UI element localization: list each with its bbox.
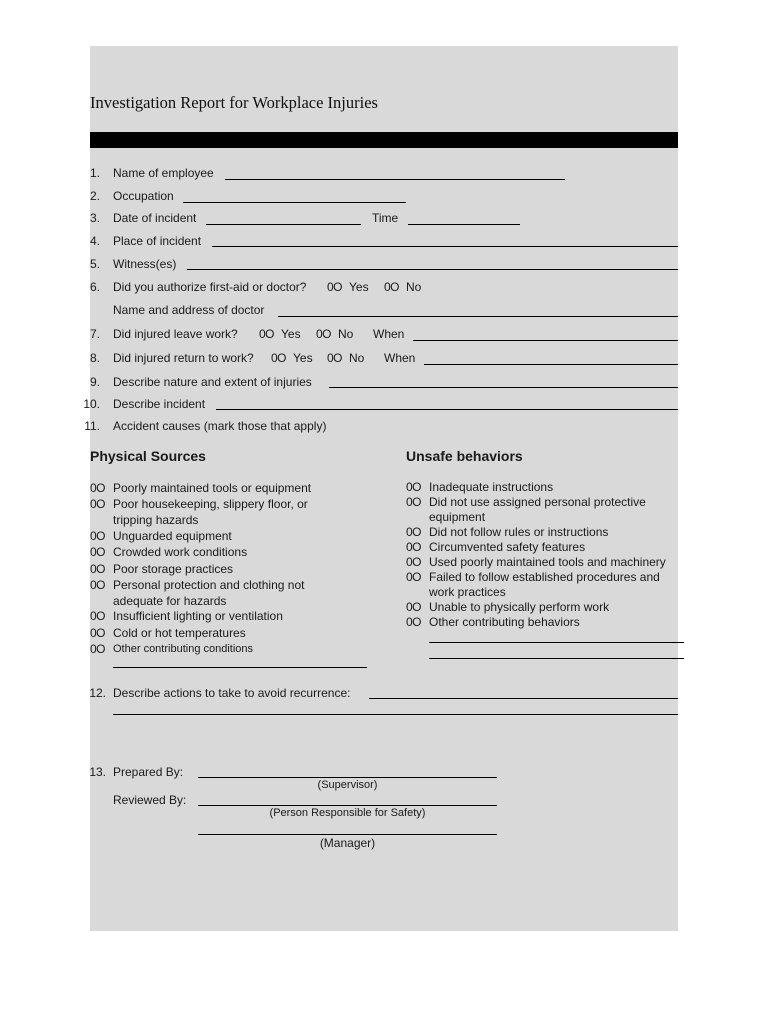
q8-when-label: When: [384, 351, 416, 365]
q7-yes-checkbox[interactable]: 0O: [259, 327, 275, 341]
unsafe-checkbox[interactable]: 0O: [406, 480, 422, 494]
employee-name-field[interactable]: [225, 179, 565, 180]
q3-time-label: Time: [372, 211, 399, 225]
other-conditions-field[interactable]: [113, 667, 367, 668]
q4-number: 4.: [89, 234, 100, 248]
unsafe-item: Unable to physically perform work: [429, 600, 610, 614]
manager-caption: (Manager): [319, 836, 376, 850]
q7-yes-label: Yes: [281, 327, 301, 341]
q8-no-checkbox[interactable]: 0O: [327, 351, 343, 365]
unsafe-checkbox[interactable]: 0O: [406, 495, 422, 509]
physical-item: Crowded work conditions: [113, 545, 248, 559]
physical-checkbox[interactable]: 0O: [90, 609, 106, 623]
unsafe-checkbox[interactable]: 0O: [406, 540, 422, 554]
physical-checkbox[interactable]: 0O: [90, 497, 106, 511]
q11-label: Accident causes (mark those that apply): [113, 419, 327, 433]
physical-sources-heading: Physical Sources: [90, 448, 206, 464]
q7-label: Did injured leave work?: [113, 327, 238, 341]
q11-number: 11.: [84, 419, 100, 433]
doctor-name-address-field[interactable]: [278, 316, 678, 317]
physical-item: Insufficient lighting or ventilation: [113, 609, 283, 623]
witnesses-field[interactable]: [187, 269, 678, 270]
physical-checkbox[interactable]: 0O: [90, 562, 106, 576]
physical-item: Cold or hot temperatures: [113, 626, 246, 640]
supervisor-caption: (Supervisor): [317, 779, 378, 791]
injuries-description-field[interactable]: [329, 387, 678, 388]
reviewed-by-signature-field[interactable]: [198, 805, 497, 806]
unsafe-item: Used poorly maintained tools and machinery: [429, 555, 666, 569]
q7-no-checkbox[interactable]: 0O: [316, 327, 332, 341]
unsafe-checkbox[interactable]: 0O: [406, 570, 422, 584]
physical-checkbox[interactable]: 0O: [90, 642, 106, 656]
physical-checkbox[interactable]: 0O: [90, 545, 106, 559]
unsafe-item: Did not use assigned personal protective: [429, 495, 646, 509]
q9-number: 9.: [89, 375, 100, 389]
physical-item: Other contributing conditions: [113, 643, 254, 655]
unsafe-item: Failed to follow established procedures and: [429, 570, 660, 584]
other-behaviors-field-2[interactable]: [429, 658, 684, 659]
physical-item: Personal protection and clothing not: [113, 578, 305, 592]
q7-number: 7.: [89, 327, 100, 341]
return-work-when-field[interactable]: [424, 364, 678, 365]
recurrence-actions-field-1[interactable]: [369, 698, 678, 699]
unsafe-checkbox[interactable]: 0O: [406, 555, 422, 569]
q1-number: 1.: [89, 166, 100, 180]
q5-label: Witness(es): [113, 257, 177, 271]
prepared-by-label: Prepared By:: [113, 765, 184, 779]
unsafe-behaviors-heading: Unsafe behaviors: [406, 448, 523, 464]
incident-place-field[interactable]: [212, 246, 678, 247]
q6-no-label: No: [406, 280, 422, 294]
unsafe-checkbox[interactable]: 0O: [406, 600, 422, 614]
physical-item-continued: tripping hazards: [113, 513, 199, 527]
physical-checkbox[interactable]: 0O: [90, 626, 106, 640]
q10-number: 10.: [83, 397, 100, 411]
physical-item-continued: adequate for hazards: [113, 594, 227, 608]
unsafe-item-continued: equipment: [429, 510, 486, 524]
q12-number: 12.: [89, 686, 106, 700]
unsafe-checkbox[interactable]: 0O: [406, 615, 422, 629]
physical-item: Poor housekeeping, slippery floor, or: [113, 497, 308, 511]
left-work-when-field[interactable]: [413, 340, 678, 341]
q8-yes-checkbox[interactable]: 0O: [271, 351, 287, 365]
incident-description-field[interactable]: [216, 409, 678, 410]
physical-checkbox[interactable]: 0O: [90, 578, 106, 592]
physical-checkbox[interactable]: 0O: [90, 481, 106, 495]
unsafe-item: Inadequate instructions: [429, 480, 554, 494]
q7-when-label: When: [373, 327, 405, 341]
incident-time-field[interactable]: [408, 224, 520, 225]
q6-no-checkbox[interactable]: 0O: [384, 280, 400, 294]
reviewed-by-label: Reviewed By:: [113, 793, 187, 807]
physical-item: Poor storage practices: [113, 562, 234, 576]
prepared-by-signature-field[interactable]: [198, 777, 497, 778]
q12-label: Describe actions to take to avoid recurrence:: [113, 686, 351, 700]
q6-label: Did you authorize first-aid or doctor?: [113, 280, 307, 294]
unsafe-item-continued: work practices: [429, 585, 506, 599]
header-bar: [90, 132, 678, 148]
physical-item: Unguarded equipment: [113, 529, 232, 543]
unsafe-item: Other contributing behaviors: [429, 615, 580, 629]
q4-label: Place of incident: [113, 234, 202, 248]
q2-number: 2.: [89, 189, 100, 203]
physical-item: Poorly maintained tools or equipment: [113, 481, 312, 495]
q10-label: Describe incident: [113, 397, 206, 411]
unsafe-item: Circumvented safety features: [429, 540, 586, 554]
q1-label: Name of employee: [113, 166, 214, 180]
page-title: Investigation Report for Workplace Injuries: [90, 93, 378, 112]
unsafe-checkbox[interactable]: 0O: [406, 525, 422, 539]
q6-yes-checkbox[interactable]: 0O: [327, 280, 343, 294]
q6-doctor-label: Name and address of doctor: [113, 303, 265, 317]
q6-number: 6.: [89, 280, 100, 294]
physical-checkbox[interactable]: 0O: [90, 529, 106, 543]
q5-number: 5.: [89, 257, 100, 271]
q8-label: Did injured return to work?: [113, 351, 254, 365]
q2-label: Occupation: [113, 189, 174, 203]
unsafe-item: Did not follow rules or instructions: [429, 525, 609, 539]
q7-no-label: No: [338, 327, 354, 341]
q6-yes-label: Yes: [349, 280, 369, 294]
q3-label: Date of incident: [113, 211, 197, 225]
other-behaviors-field-1[interactable]: [429, 642, 684, 643]
q3-number: 3.: [89, 211, 100, 225]
q8-no-label: No: [349, 351, 365, 365]
q13-number: 13.: [89, 765, 106, 779]
safety-person-caption: (Person Responsible for Safety): [269, 807, 426, 819]
recurrence-actions-field-2[interactable]: [113, 714, 678, 715]
q8-yes-label: Yes: [293, 351, 313, 365]
q8-number: 8.: [89, 351, 100, 365]
q9-label: Describe nature and extent of injuries: [113, 375, 312, 389]
incident-date-field[interactable]: [206, 224, 361, 225]
occupation-field[interactable]: [183, 202, 406, 203]
manager-signature-field[interactable]: [198, 834, 497, 835]
